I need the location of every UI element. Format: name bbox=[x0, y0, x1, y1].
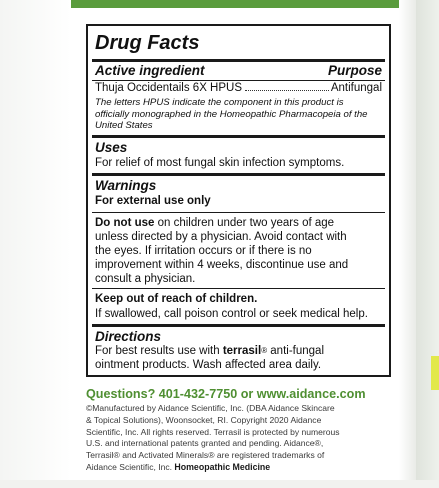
fine-print-company: Aidance Scientific, Inc. bbox=[86, 461, 175, 472]
directions-text bbox=[95, 344, 382, 372]
rule-thin-3 bbox=[92, 288, 385, 289]
hpus-note-line: officially monographed in the Homeopathic Pharmacopeia of the bbox=[95, 108, 368, 120]
homeopathic-medicine-label: Homeopathic Medicine bbox=[174, 461, 271, 472]
uses-header: Uses bbox=[95, 140, 128, 155]
drug-facts-panel bbox=[86, 24, 391, 377]
directions-line-2: ointment products. Wash affected area daily. bbox=[95, 359, 322, 371]
warning-line: the eyes. If irritation occurs or if there is no bbox=[95, 245, 312, 257]
fine-print-line: Scientific, Inc. All rights reserved. Terrasil is protected by numerous bbox=[86, 426, 340, 437]
fine-print-last-line bbox=[86, 462, 398, 474]
warning-line: unless directed by a physician. Avoid contact with bbox=[95, 231, 347, 243]
do-not-use-block bbox=[95, 216, 382, 286]
keep-out-text: If swallowed, call poison control or seek medical help. bbox=[95, 308, 368, 320]
external-use-line: For external use only bbox=[95, 195, 211, 207]
do-not-use-text: on children under two years of age bbox=[154, 217, 335, 229]
uses-text: For relief of most fungal skin infection symptoms. bbox=[95, 157, 345, 169]
ingredient-name: Thuja Occidentails 6X HPUS bbox=[95, 82, 243, 94]
drug-facts-title: Drug Facts bbox=[95, 32, 200, 54]
warning-line: consult a physician. bbox=[95, 273, 196, 285]
rule-thick-1 bbox=[92, 59, 385, 62]
box-bottom-shade bbox=[0, 480, 439, 488]
box-right-side bbox=[416, 0, 439, 488]
do-not-use-line bbox=[95, 216, 382, 230]
purpose-header: Purpose bbox=[327, 63, 382, 78]
do-not-use-label: Do not use bbox=[95, 217, 155, 229]
directions-pre: For best results use with bbox=[95, 345, 223, 357]
rule-thin-2 bbox=[92, 212, 385, 213]
keep-out-header: Keep out of reach of children. bbox=[95, 293, 258, 305]
questions-label: Questions? bbox=[86, 387, 156, 401]
hpus-note-line: The letters HPUS indicate the component in this product is bbox=[95, 97, 344, 108]
dotted-leader bbox=[245, 90, 329, 91]
rule-thick-2 bbox=[92, 135, 385, 138]
fine-print-line: & Topical Solutions), Woonsocket, RI. Copyright 2020 Aidance bbox=[86, 414, 322, 425]
active-ingredient-header: Active ingredient bbox=[95, 63, 205, 78]
green-top-strip bbox=[71, 0, 399, 8]
contact-info[interactable]: 401-432-7750 or www.aidance.com bbox=[155, 387, 366, 401]
rule-thick-3 bbox=[92, 173, 385, 176]
fine-print-line: U.S. and international patents granted and pending. Aidance®, bbox=[86, 438, 324, 449]
ingredient-purpose: Antifungal bbox=[330, 82, 382, 94]
ingredient-row bbox=[95, 81, 382, 95]
registered-mark: ® bbox=[261, 346, 268, 355]
directions-header: Directions bbox=[95, 329, 162, 344]
rule-thick-4 bbox=[92, 324, 385, 327]
fine-print-line: ©Manufactured by Aidance Scientific, Inc. (DBA Aidance Skincare bbox=[86, 403, 335, 413]
questions-line bbox=[86, 387, 396, 402]
warning-line: improvement within 4 weeks, discontinue use and bbox=[95, 259, 349, 271]
box-left-margin bbox=[0, 0, 71, 488]
hpus-note bbox=[95, 97, 382, 132]
fine-print-line: Terrasil® and Activated Minerals® are registered trademarks of bbox=[86, 450, 325, 461]
directions-line bbox=[95, 344, 382, 358]
warnings-header: Warnings bbox=[95, 178, 157, 193]
yellow-accent-mark bbox=[431, 356, 439, 390]
hpus-note-line: United States bbox=[95, 120, 153, 131]
directions-post: anti-fungal bbox=[267, 345, 324, 357]
box-right-shade bbox=[399, 0, 416, 488]
fine-print bbox=[86, 403, 398, 474]
active-ingredient-header-row bbox=[95, 63, 382, 79]
terrasil-brand: terrasil bbox=[222, 345, 262, 357]
